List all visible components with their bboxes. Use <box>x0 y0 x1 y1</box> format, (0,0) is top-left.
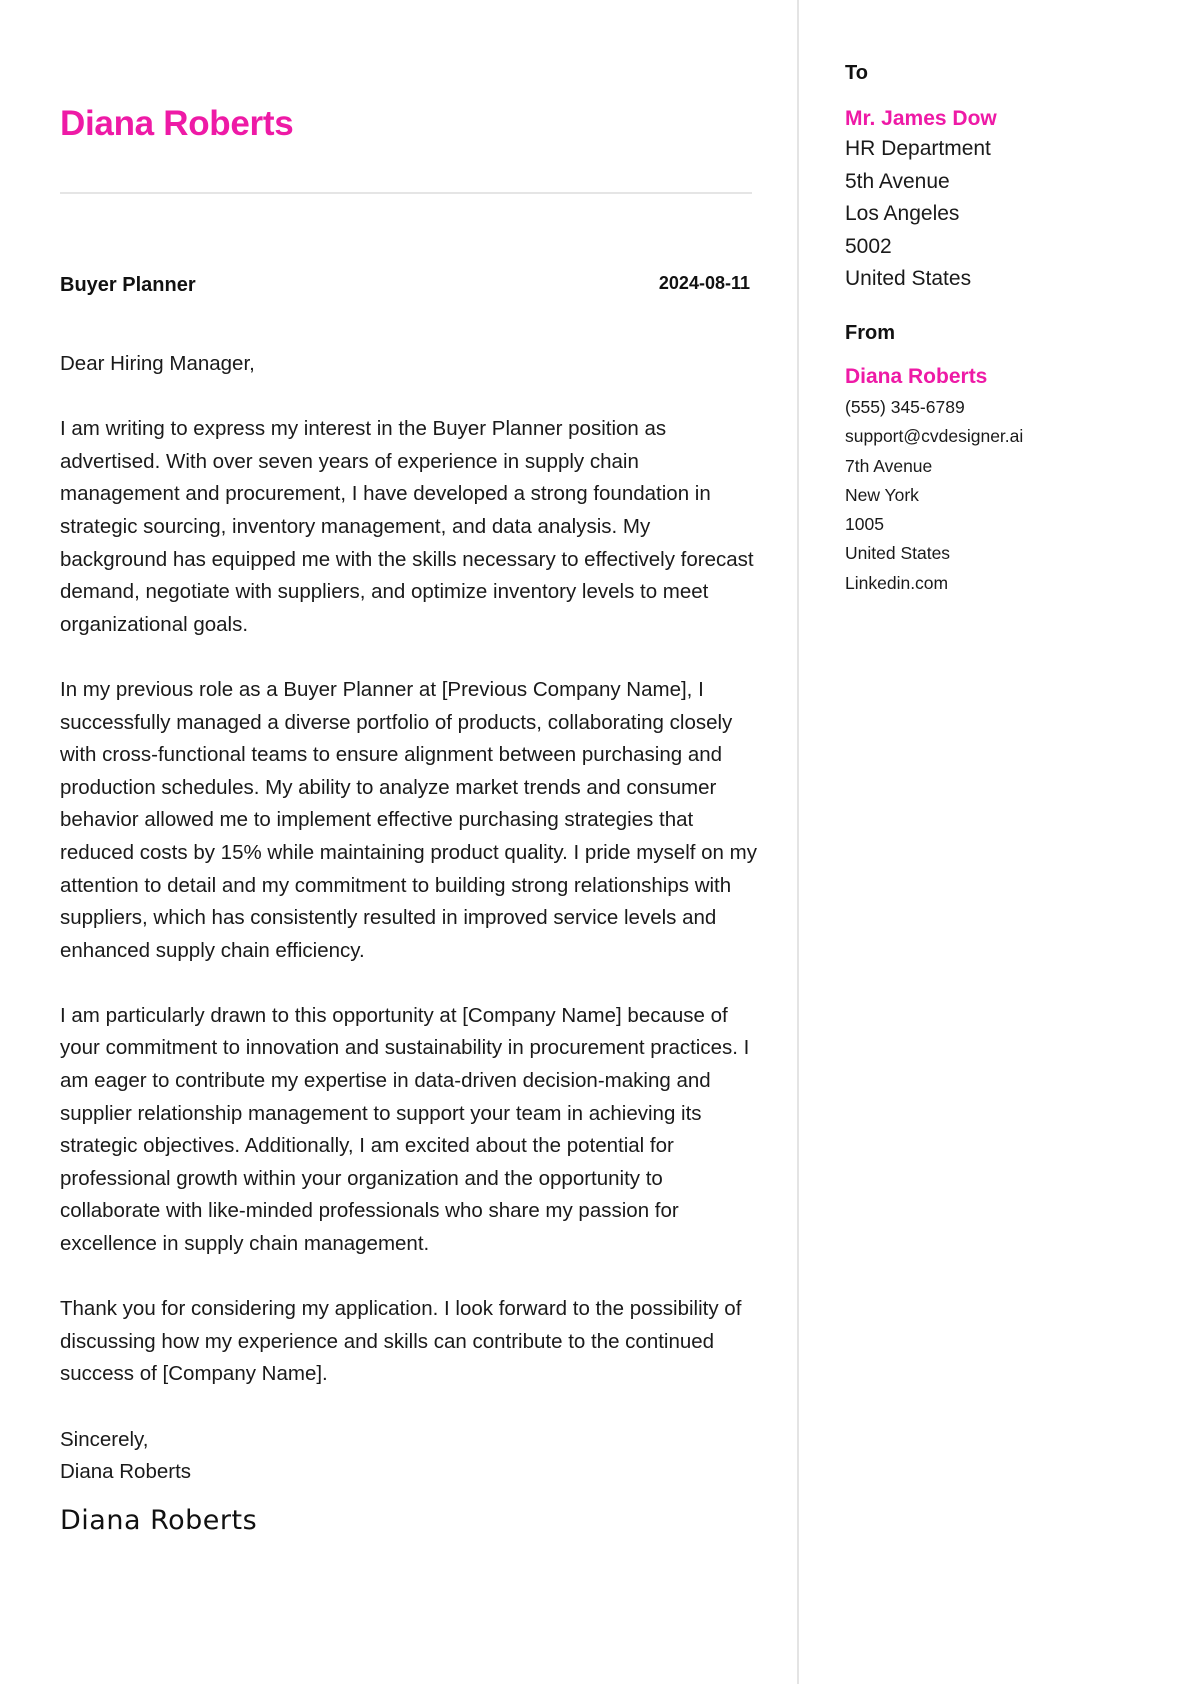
paragraph-1: I am writing to express my interest in the Buyer Planner position as advertised. With over seven years of experience in supply chain management and procurement, I have developed a strong foundation in strategic sourcing, inventory management, and data analysis. My background has equipped me with the skills necessary to effectively forecast demand, negotiate with suppliers, and optimize inventory levels to meet organizational goals. <box>60 417 754 636</box>
sender-block <box>845 322 1175 598</box>
signature: Diana Roberts <box>60 1505 258 1536</box>
letter-date: 2024-08-11 <box>658 273 750 293</box>
closing-name: Diana Roberts <box>60 1460 192 1484</box>
job-title: Buyer Planner <box>60 274 196 296</box>
sender-email: support@cvdesigner.ai <box>845 426 1024 447</box>
paragraph-4: Thank you for considering my application. I look forward to the possibility of discussing how my experience and skills can contribute to the continued success of [Company Name]. <box>60 1297 742 1386</box>
sender-street: 7th Avenue <box>845 455 933 476</box>
sender-country: United States <box>845 543 951 564</box>
closing: Sincerely, <box>60 1427 149 1451</box>
from-heading: From <box>845 321 895 344</box>
sender-website: Linkedin.com <box>845 572 949 593</box>
recipient-country: United States <box>845 267 972 291</box>
closing-block <box>60 1424 760 1489</box>
paragraph-3: I am particularly drawn to this opportunity at [Company Name] because of your commitment to innovation and sustainability in procurement practices. I am eager to contribute my expertise in data-driven decision-making and supplier relationship management to support your team in achieving its strategic objectives. Additionally, I am excited about the potential for professional growth within your organization and the opportunity to collaborate with like-minded professionals who share my passion for excellence in supply chain management. <box>60 1003 750 1256</box>
recipient-street: 5th Avenue <box>845 169 950 193</box>
sender-postal: 1005 <box>845 514 884 535</box>
recipient-name: Mr. James Dow <box>845 107 997 130</box>
salutation: Dear Hiring Manager, <box>60 352 255 375</box>
sender-city: New York <box>845 484 919 505</box>
recipient-postal: 5002 <box>845 234 892 258</box>
contact-sidebar <box>797 0 1200 1684</box>
sender-name-title: Diana Roberts <box>60 104 294 143</box>
to-heading: To <box>845 62 868 84</box>
recipient-department: HR Department <box>845 137 991 160</box>
paragraph-2: In my previous role as a Buyer Planner at [Previous Company Name], I successfully managed a diverse portfolio of products, collaborating closely with cross-functional teams to ensure alignment between purchasing and production schedules. My ability to analyze market trends and consumer behavior allowed me to implement effective purchasing strategies that reduced costs by 15% while maintaining product quality. I pride myself on my attention to detail and my commitment to building strong relationships with suppliers, which has consistently resulted in improved service levels and enhanced supply chain efficiency. <box>60 677 757 962</box>
header-divider <box>60 192 752 194</box>
sidebar-content <box>845 62 1175 598</box>
sender-name: Diana Roberts <box>845 364 988 388</box>
sender-phone: (555) 345-6789 <box>845 396 965 417</box>
letter-body <box>60 348 760 1489</box>
recipient-city: Los Angeles <box>845 202 960 226</box>
recipient-block <box>845 62 1175 296</box>
